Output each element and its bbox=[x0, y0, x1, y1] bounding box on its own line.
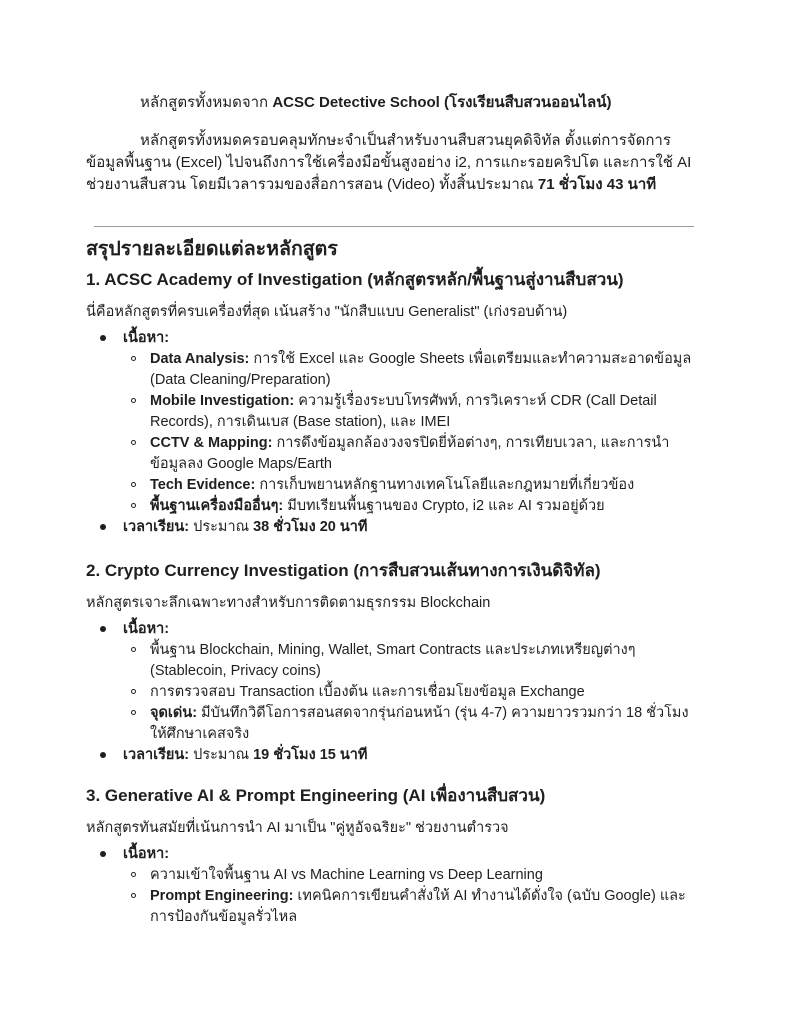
course-description: นี่คือหลักสูตรที่ครบเครื่องที่สุด เน้นสร้าง "นักสืบแบบ Generalist" (เก่งรอบด้าน) bbox=[86, 304, 568, 320]
course-title: 1. ACSC Academy of Investigation (หลักสูตรหลัก/พื้นฐานสู่งานสืบสวน) bbox=[86, 270, 624, 289]
intro-title-school: ACSC Detective School (โรงเรียนสืบสวนออนไลน์) bbox=[272, 94, 612, 111]
intro-paragraph bbox=[86, 130, 698, 196]
content-sublist bbox=[123, 349, 698, 517]
intro-body-text: หลักสูตรทั้งหมดครอบคลุมทักษะจำเป็นสำหรับงานสืบสวนยุคดิจิทัล ตั้งแต่การจัดการข้อมูลพื้นฐาน (Excel) ไปจนถึงการใช้เครื่องมือขั้นสูงอย่าง i2, การแกะรอยคริปโต และการใช้ AI ช่วยงานสืบสวน โดยมีเวลารวมของสื่อการสอน (Video) ทั้งสิ้นประมาณ bbox=[86, 132, 692, 193]
hollow-bullet-icon bbox=[131, 503, 136, 508]
hollow-bullet-icon bbox=[131, 647, 136, 652]
bullet-icon bbox=[100, 851, 106, 857]
hollow-bullet-icon bbox=[131, 482, 136, 487]
list-item bbox=[123, 433, 698, 475]
course-description: หลักสูตรเจาะลึกเฉพาะทางสำหรับการติดตามธุรกรรม Blockchain bbox=[86, 595, 491, 611]
list-item bbox=[123, 865, 698, 886]
summary-heading: สรุปรายละเอียดแต่ละหลักสูตร bbox=[86, 238, 338, 260]
item-text: เทคนิคการเขียนคำสั่งให้ AI ทำงานได้ดั่งใจ (ฉบับ Google) และการป้องกันข้อมูลรั่วไหล bbox=[150, 888, 686, 925]
duration-value: 19 ชั่วโมง 15 นาที bbox=[253, 747, 368, 763]
item-text: มีบันทึกวิดีโอการสอนสดจากรุ่นก่อนหน้า (รุ่น 4-7) ความยาวรวมกว่า 18 ชั่วโมง ให้ศึกษาเคสจริง bbox=[150, 705, 689, 742]
bullet-icon bbox=[100, 752, 106, 758]
bullet-icon bbox=[100, 626, 106, 632]
content-sublist bbox=[123, 640, 698, 745]
content-label: เนื้อหา: bbox=[123, 846, 170, 862]
list-item bbox=[123, 496, 698, 517]
hollow-bullet-icon bbox=[131, 872, 136, 877]
hollow-bullet-icon bbox=[131, 356, 136, 361]
list-item bbox=[123, 475, 698, 496]
content-list-item bbox=[86, 328, 698, 517]
content-list-item bbox=[86, 619, 698, 745]
course-section-2 bbox=[86, 559, 698, 766]
course-details-list bbox=[86, 328, 698, 538]
hollow-bullet-icon bbox=[131, 398, 136, 403]
item-text: พื้นฐาน Blockchain, Mining, Wallet, Smart Contracts และประเภทเหรียญต่างๆ (Stablecoin, Privacy coins) bbox=[150, 642, 636, 679]
content-label: เนื้อหา: bbox=[123, 330, 170, 346]
item-text: การเก็บพยานหลักฐานทางเทคโนโลยีและกฎหมายที่เกี่ยวข้อง bbox=[255, 477, 635, 493]
intro-total-duration: 71 ชั่วโมง 43 นาที bbox=[537, 176, 657, 193]
content-list-item bbox=[86, 844, 698, 928]
bullet-icon bbox=[100, 335, 106, 341]
hollow-bullet-icon bbox=[131, 689, 136, 694]
duration-prefix: ประมาณ bbox=[189, 747, 254, 763]
item-label: Prompt Engineering: bbox=[150, 888, 294, 904]
duration-label: เวลาเรียน: bbox=[123, 747, 190, 763]
item-label: Tech Evidence: bbox=[150, 477, 256, 493]
course-details-list bbox=[86, 619, 698, 766]
duration-value: 38 ชั่วโมง 20 นาที bbox=[253, 519, 368, 535]
course-section-1 bbox=[86, 268, 698, 538]
list-item bbox=[123, 703, 698, 745]
item-text: การตรวจสอบ Transaction เบื้องต้น และการเชื่อมโยงข้อมูล Exchange bbox=[150, 684, 585, 700]
item-text: การใช้ Excel และ Google Sheets เพื่อเตรียมและทำความสะอาดข้อมูล (Data Cleaning/Preparation) bbox=[150, 351, 692, 388]
list-item bbox=[123, 349, 698, 391]
course-section-3 bbox=[86, 784, 698, 928]
list-item bbox=[123, 391, 698, 433]
hollow-bullet-icon bbox=[131, 893, 136, 898]
content-sublist bbox=[123, 865, 698, 928]
intro-title bbox=[140, 93, 611, 113]
item-text: มีบทเรียนพื้นฐานของ Crypto, i2 และ AI รวมอยู่ด้วย bbox=[283, 498, 605, 514]
horizontal-divider bbox=[94, 226, 694, 227]
item-text: ความรู้เรื่องระบบโทรศัพท์, การวิเคราะห์ CDR (Call Detail Records), การเดินเบส (Base station), และ IMEI bbox=[150, 393, 657, 430]
hollow-bullet-icon bbox=[131, 710, 136, 715]
item-label: จุดเด่น: bbox=[150, 705, 198, 721]
duration-prefix: ประมาณ bbox=[189, 519, 254, 535]
item-label: Mobile Investigation: bbox=[150, 393, 295, 409]
item-text: การดึงข้อมูลกล้องวงจรปิดยี่ห้อต่างๆ, การเทียบเวลา, และการนำข้อมูลลง Google Maps/Earth bbox=[150, 435, 670, 472]
duration-list-item bbox=[86, 745, 698, 766]
duration-list-item bbox=[86, 517, 698, 538]
item-label: Data Analysis: bbox=[150, 351, 250, 367]
list-item bbox=[123, 682, 698, 703]
course-title: 3. Generative AI & Prompt Engineering (AI เพื่องานสืบสวน) bbox=[86, 786, 546, 805]
hollow-bullet-icon bbox=[131, 440, 136, 445]
item-label: CCTV & Mapping: bbox=[150, 435, 273, 451]
intro-title-prefix: หลักสูตรทั้งหมดจาก bbox=[140, 94, 273, 111]
duration-label: เวลาเรียน: bbox=[123, 519, 190, 535]
course-title: 2. Crypto Currency Investigation (การสืบสวนเส้นทางการเงินดิจิทัล) bbox=[86, 561, 601, 580]
course-details-list bbox=[86, 844, 698, 928]
bullet-icon bbox=[100, 524, 106, 530]
item-label: พื้นฐานเครื่องมืออื่นๆ: bbox=[150, 498, 284, 514]
list-item bbox=[123, 640, 698, 682]
course-description: หลักสูตรทันสมัยที่เน้นการนำ AI มาเป็น "คู่หูอัจฉริยะ" ช่วยงานตำรวจ bbox=[86, 820, 509, 836]
content-label: เนื้อหา: bbox=[123, 621, 170, 637]
item-text: ความเข้าใจพื้นฐาน AI vs Machine Learning vs Deep Learning bbox=[150, 867, 543, 883]
list-item bbox=[123, 886, 698, 928]
